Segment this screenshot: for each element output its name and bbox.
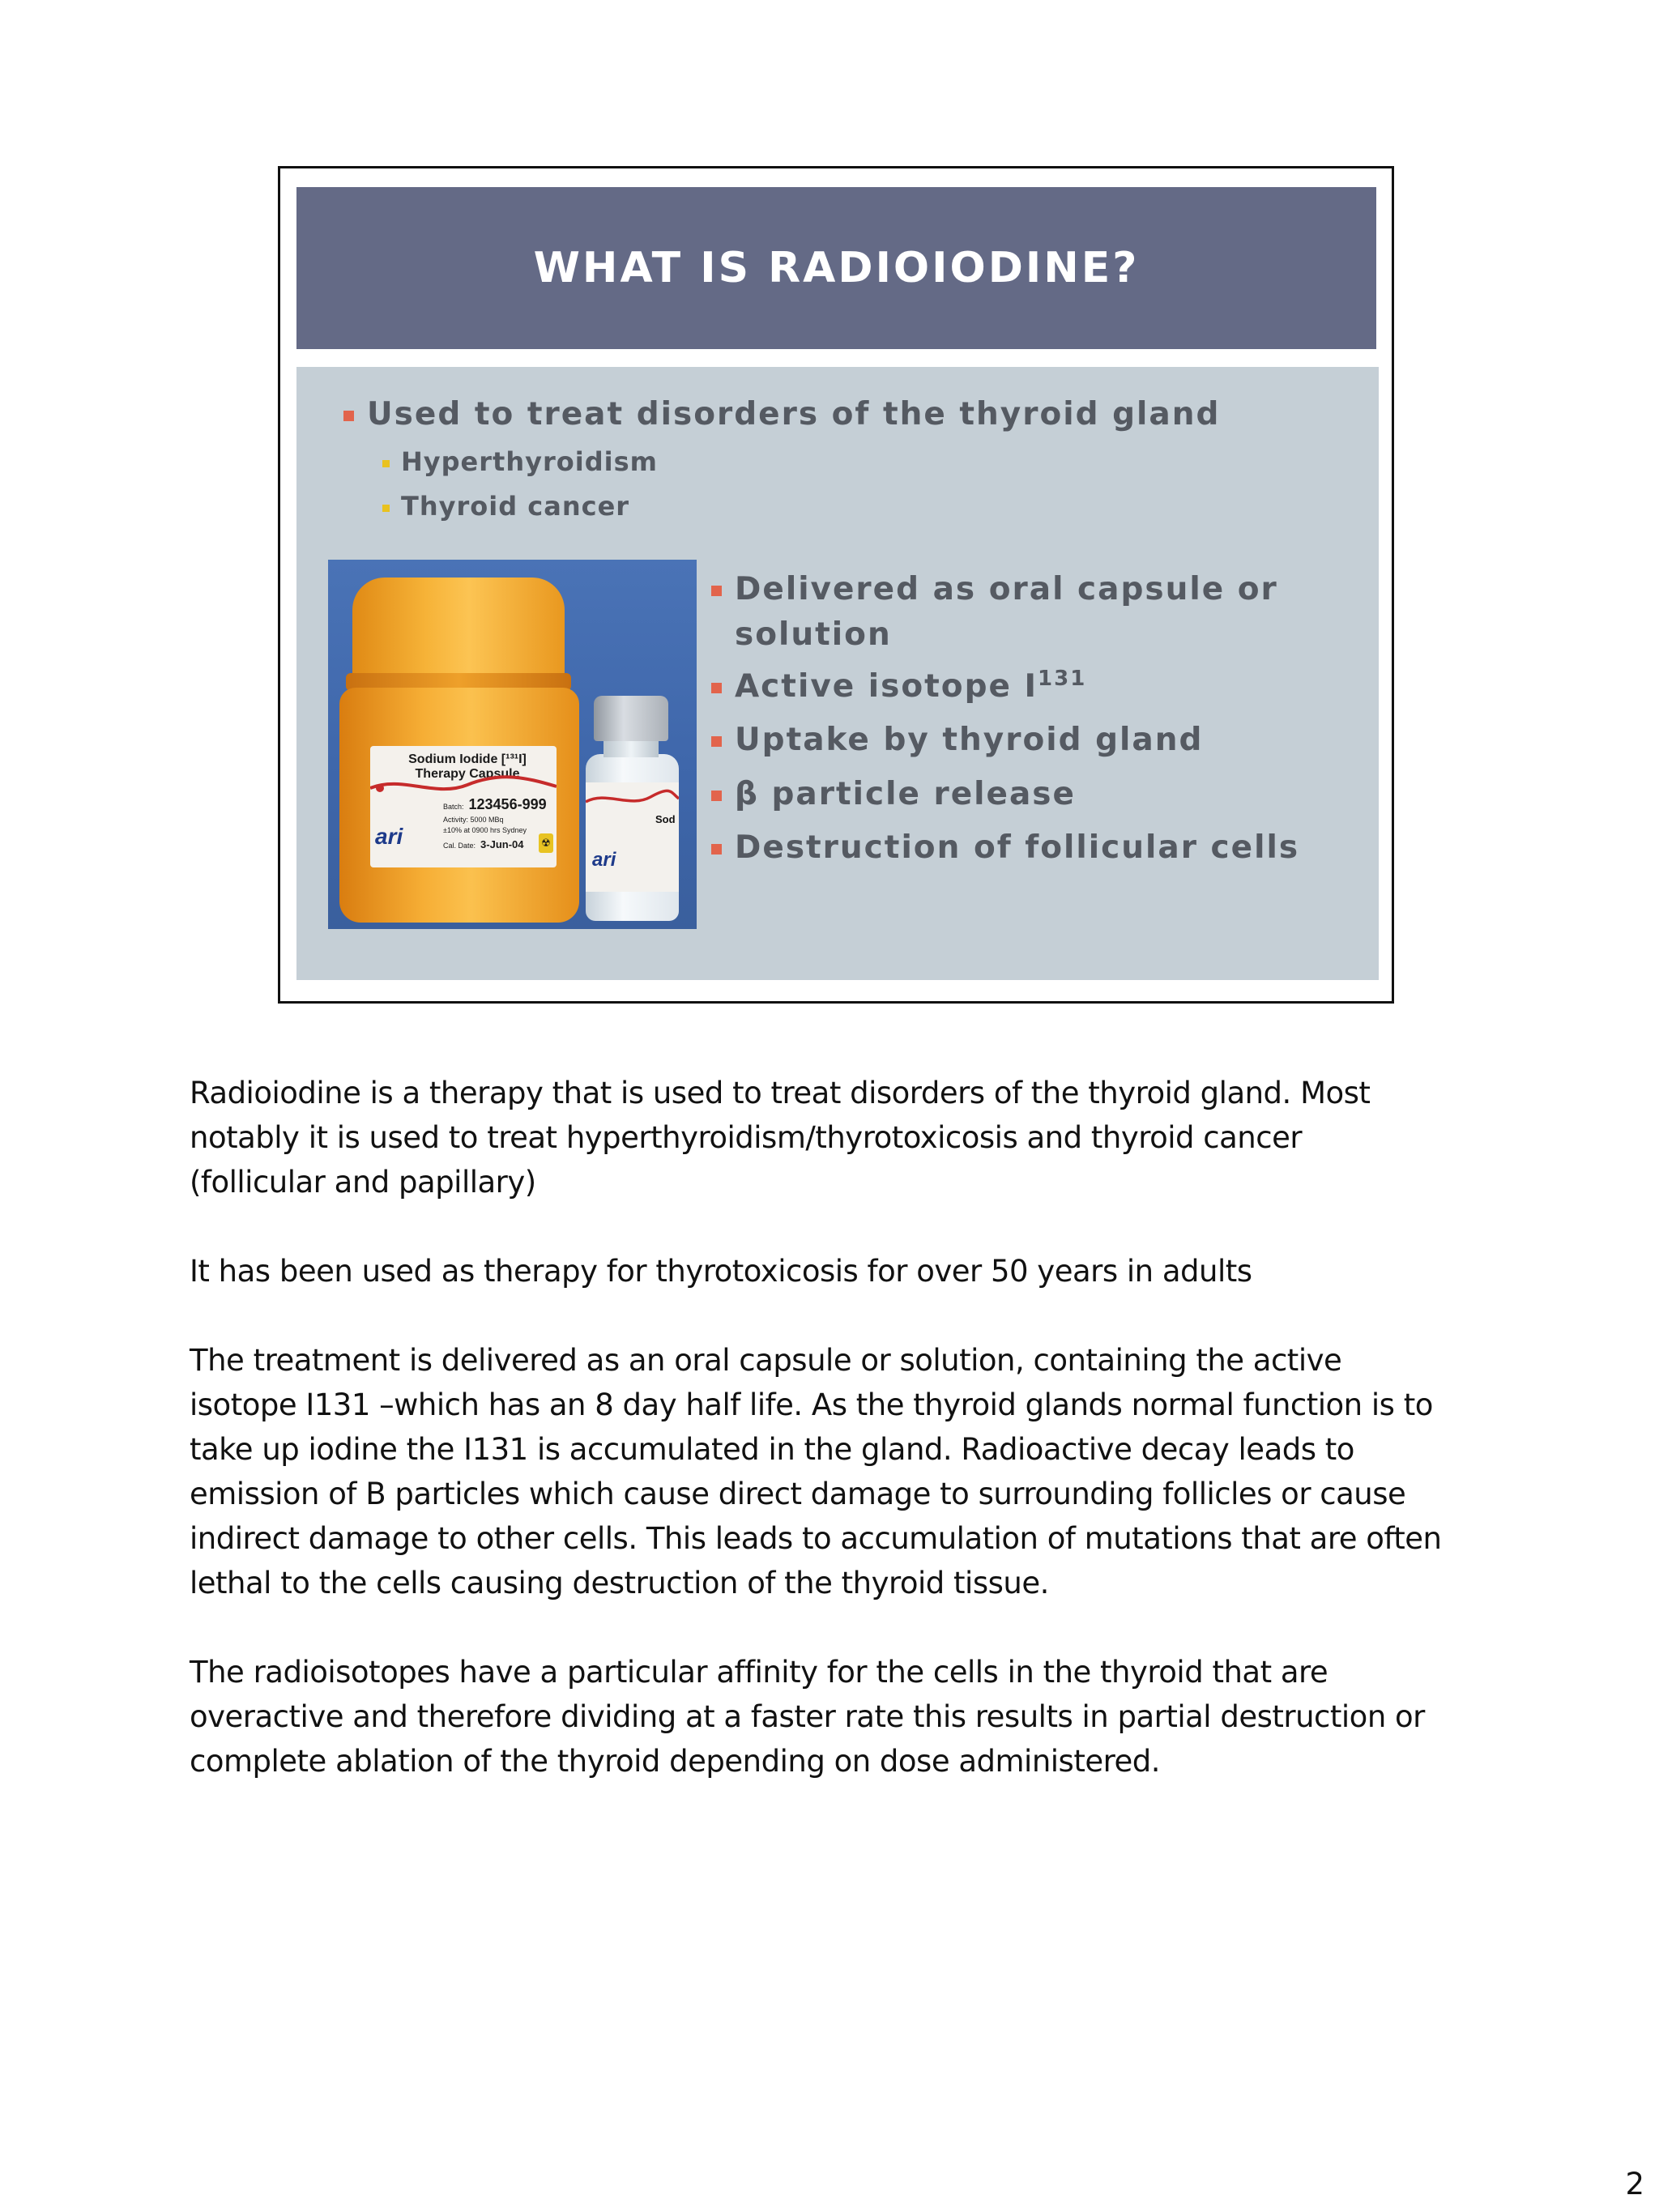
- jar-label: [370, 746, 557, 867]
- bullet-treat-disorders: Used to treat disorders of the thyroid gland: [343, 396, 1220, 433]
- vial-cap: [594, 696, 668, 741]
- bullet-uptake: Uptake by thyroid gland: [711, 722, 1203, 758]
- bullet-delivered: Delivered as oral capsule or: [711, 571, 1278, 607]
- jar-activity: Activity: 5000 MBq: [443, 816, 504, 824]
- bullet-thyroid-cancer: Thyroid cancer: [382, 491, 629, 522]
- vial-label: [586, 782, 679, 892]
- bullet-beta-release: β particle release: [711, 776, 1076, 812]
- vial-neck: [603, 739, 659, 757]
- bullet-square-icon: [711, 586, 722, 596]
- slide-thumbnail: [278, 166, 1394, 1004]
- notes-paragraph: The radioisotopes have a particular affinity for the cells in the thyroid that are overactive and therefore dividing at a faster rate this results in partial destruction or complete ablation of the thyroid depending on dose administered.: [190, 1655, 1425, 1779]
- label-wave-graphic: [370, 774, 557, 798]
- notes-paragraph: It has been used as therapy for thyrotoxicosis for over 50 years in adults: [190, 1254, 1252, 1289]
- slide-title: WHAT IS RADIOIODINE?: [533, 244, 1140, 292]
- bullet-square-icon: [711, 683, 722, 693]
- radiation-icon: ☢: [539, 833, 553, 853]
- jar-label-title: Sodium Iodide [¹³¹I] Therapy Capsule: [408, 752, 527, 781]
- notes-paragraph: Radioiodine is a therapy that is used to treat disorders of the thyroid gland. Most notably it is used to treat hyperthyroidism/thyrotoxicosis and thyroid cancer (follicular and papillary): [190, 1076, 1371, 1200]
- radioiodine-product-photo: [328, 560, 697, 929]
- notes-paragraph: The treatment is delivered as an oral capsule or solution, containing the active isotope I131 –which has an 8 day half life. As the thyroid glands normal function is to take up iodine the I131 is accumulated in the gland. Radioactive decay leads to emission of B particles which cause direct damage to surrounding follicles or cause indirect damage to other cells. This leads to accumulation of mutations that are often lethal to the cells causing destruction of the thyroid tissue.: [190, 1343, 1442, 1600]
- jar-cal-date-row: Cal. Date: 3-Jun-04: [443, 838, 524, 850]
- vial-label-text: Sod: [655, 813, 676, 825]
- speaker-notes: [190, 1071, 1502, 1828]
- bullet-square-icon: [711, 791, 722, 801]
- page-number: 2: [1625, 2167, 1644, 2201]
- bullet-destruction: Destruction of follicular cells: [711, 829, 1299, 866]
- jar-activity-note: ±10% at 0900 hrs Sydney: [443, 826, 527, 834]
- jar-batch-row: Batch: 123456-999: [443, 796, 547, 812]
- bullet-delivered-continued: solution: [735, 616, 892, 653]
- ari-logo: ari: [592, 849, 616, 871]
- slide-title-bar: [296, 187, 1376, 349]
- slide-body: [296, 367, 1379, 980]
- bullet-active-isotope: Active isotope $I^{131}$: [711, 668, 1086, 705]
- bullet-square-icon: [711, 844, 722, 855]
- bullet-square-icon: [711, 736, 722, 747]
- bullet-hyperthyroidism: Hyperthyroidism: [382, 446, 658, 477]
- bullet-square-icon: [343, 411, 354, 421]
- vial-wave-graphic: [586, 789, 679, 808]
- ari-logo: ari: [375, 824, 403, 849]
- jar-lid: [352, 578, 565, 684]
- bullet-square-icon: [382, 460, 390, 467]
- bullet-square-icon: [382, 505, 390, 512]
